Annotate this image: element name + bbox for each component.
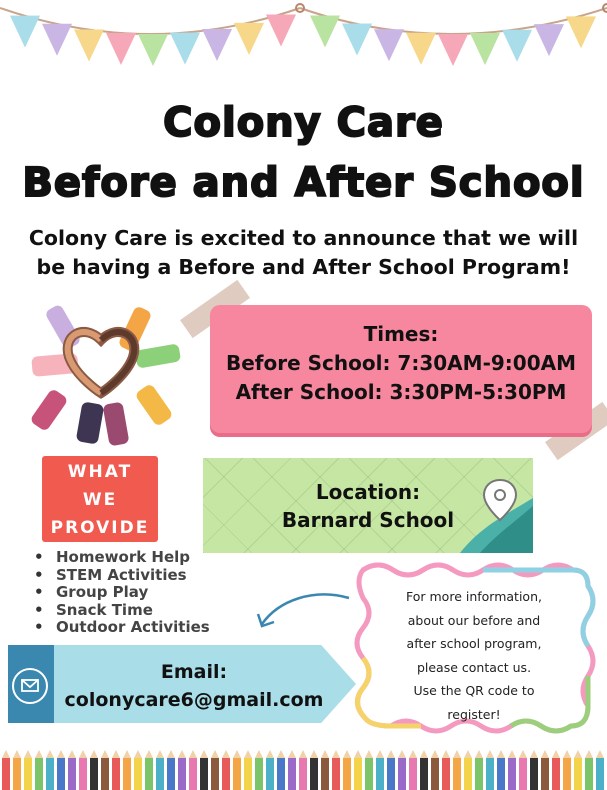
pencil [57,758,65,790]
pencil-tip [35,750,43,758]
pencil-tip [90,750,98,758]
pencil-tip [310,750,318,758]
pencil-tip [354,750,362,758]
curved-arrow-icon [254,588,354,638]
pencil [266,758,274,790]
pencil-tip [464,750,472,758]
pencil [233,758,241,790]
pencil [112,758,120,790]
pencil-tip [365,750,373,758]
pencil-tip [563,750,571,758]
pencil-tip [442,750,450,758]
bunting-flag [342,24,372,56]
pencil [321,758,329,790]
pencil-tip [486,750,494,758]
pencil-tip [134,750,142,758]
pencil-tip [541,750,549,758]
pencil [519,758,527,790]
email-text [54,658,334,714]
pencil [46,758,54,790]
intro-text [20,224,587,282]
pencil [563,758,571,790]
bunting-flag [202,29,232,61]
list-item: • Homework Help [30,549,210,567]
pencil-tip [112,750,120,758]
pencil [123,758,131,790]
pencil-tip [255,750,263,758]
provide-label-line3: PROVIDE [50,518,150,538]
pencil-tip [332,750,340,758]
pencil-tip [288,750,296,758]
pencil [552,758,560,790]
pencil [464,758,472,790]
pencil-tip [156,750,164,758]
info-text [378,585,570,727]
bunting-flag [470,33,500,65]
pencil-tip [552,750,560,758]
pencil-tip [167,750,175,758]
pencil [2,758,10,790]
pencil [376,758,384,790]
pencil-tip [244,750,252,758]
times-after: After School: 3:30PM-5:30PM [235,380,567,404]
pencil [398,758,406,790]
pencil-tip [508,750,516,758]
location-place: Barnard School [281,508,455,532]
pencil [442,758,450,790]
pencil-tip [420,750,428,758]
pencil-tip [321,750,329,758]
page-title-line1: Colony Care [163,100,444,146]
pencil [475,758,483,790]
pencil-tip [178,750,186,758]
list-item: • STEM Activities [30,567,210,585]
info-line: Use the QR code to [413,683,535,699]
pencil-tip [585,750,593,758]
info-line: please contact us. [416,659,532,675]
info-line: about our before and [407,612,541,628]
pencil-tip [387,750,395,758]
list-item: • Outdoor Activities [30,619,210,637]
intro-line1: Colony Care is excited to announce that we will [28,226,579,250]
pencil [409,758,417,790]
pencil [90,758,98,790]
pencil [244,758,252,790]
pencil [343,758,351,790]
pencil-tip [519,750,527,758]
info-line: after school program, [406,636,542,652]
pencil [299,758,307,790]
pencil-tip [266,750,274,758]
pencil [178,758,186,790]
pencil-tip [189,750,197,758]
provide-list [30,549,210,637]
info-line: register! [447,706,501,722]
times-text [210,320,592,407]
pencil [13,758,21,790]
pencil-tip [277,750,285,758]
pencil [310,758,318,790]
pencil [596,758,604,790]
pencil [79,758,87,790]
pencil [585,758,593,790]
pencil [24,758,32,790]
pencil [387,758,395,790]
pencil [365,758,373,790]
pencil [68,758,76,790]
pencil-tip [79,750,87,758]
pencil-tip [596,750,604,758]
pencil [574,758,582,790]
pencil-tip [123,750,131,758]
pencil [167,758,175,790]
pencil-tip [376,750,384,758]
times-heading: Times: [363,322,439,346]
bunting-flag [42,24,72,56]
pencil-tip [409,750,417,758]
pencil-tip [145,750,153,758]
pencil [200,758,208,790]
provide-label-line1: WHAT [67,462,133,482]
bunting-flag [438,34,468,66]
pencil [101,758,109,790]
pencil [145,758,153,790]
email-label: Email: [160,661,228,683]
pencil-tip [101,750,109,758]
bunting-flag [138,34,168,66]
pencil [222,758,230,790]
pencil-tip [57,750,65,758]
pencil [255,758,263,790]
bunting-flag [406,33,436,65]
list-item: • Snack Time [30,602,210,620]
pencil [288,758,296,790]
pencil-tip [200,750,208,758]
pencil [508,758,516,790]
email-address[interactable]: colonycare6@gmail.com [64,689,324,711]
pencil [453,758,461,790]
pencil-tip [574,750,582,758]
bunting-flag [566,16,596,48]
bunting-flag [170,33,200,65]
pencil [35,758,43,790]
pencil [354,758,362,790]
pencil [156,758,164,790]
pencil-tip [222,750,230,758]
pencil [530,758,538,790]
page-title-line2: Before and After School [22,160,585,206]
pencil-tip [2,750,10,758]
pencil [189,758,197,790]
pencil-tip [46,750,54,758]
bunting-flag [374,29,404,61]
pencil-tip [24,750,32,758]
bunting-flag [266,14,296,46]
pencil-tip [431,750,439,758]
pencil [134,758,142,790]
list-item: • Group Play [30,584,210,602]
heart-hands-illustration [14,295,189,450]
pencil-tip [13,750,21,758]
pencil-tip [497,750,505,758]
bunting-banner [0,0,607,110]
pencil [277,758,285,790]
pencil [211,758,219,790]
pencil [541,758,549,790]
bunting-flag [74,30,104,62]
pencil-tip [530,750,538,758]
pencil-tip [211,750,219,758]
intro-line2: be having a Before and After School Program! [36,255,571,279]
bunting-flag [502,30,532,62]
envelope-icon [12,668,48,704]
pencil [431,758,439,790]
pencil [486,758,494,790]
info-line: For more information, [406,589,542,604]
pencil-tip [475,750,483,758]
bunting-flag [10,16,40,48]
location-text [203,478,533,534]
pencils-border [0,748,607,790]
bunting-flag [310,15,340,47]
pencil [420,758,428,790]
times-before: Before School: 7:30AM-9:00AM [226,351,576,375]
what-we-provide-label [42,458,158,542]
pencil-tip [453,750,461,758]
bunting-flag [234,23,264,55]
provide-label-line2: WE [82,490,118,510]
bunting-flag [106,33,136,65]
pencil [497,758,505,790]
pencil [332,758,340,790]
pencil-tip [343,750,351,758]
pencil-tip [299,750,307,758]
pencil-tip [398,750,406,758]
pencil-tip [68,750,76,758]
bunting-flag [534,24,564,56]
pencil-tip [233,750,241,758]
location-heading: Location: [315,480,421,504]
